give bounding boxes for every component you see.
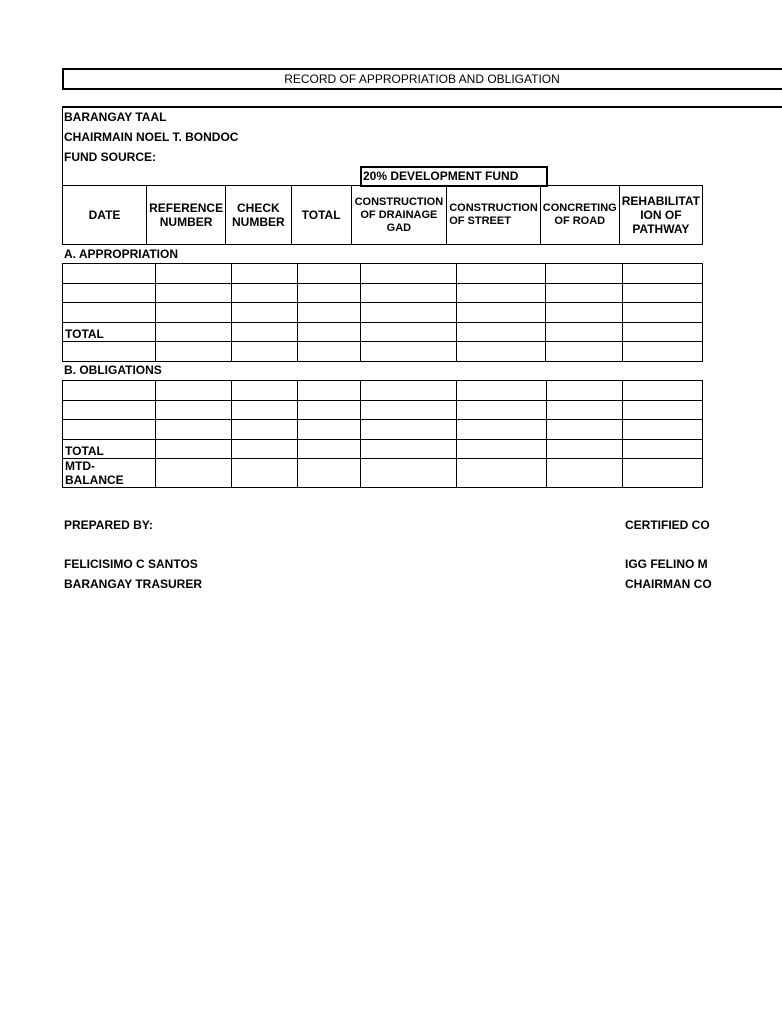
obligation-cell[interactable] [298, 381, 361, 401]
obligation-cell[interactable] [298, 400, 361, 420]
obligation-cell[interactable] [231, 381, 298, 401]
appropriation-cell[interactable] [623, 264, 703, 284]
appropriation-row [63, 283, 703, 303]
obligation-row [63, 381, 703, 401]
col-pathway: REHABILITAT ION OF PATHWAY [619, 186, 702, 245]
appropriation-cell[interactable] [546, 264, 623, 284]
fund-name: 20% DEVELOPMENT FUND [363, 169, 519, 183]
obligation-cell[interactable] [155, 400, 231, 420]
obligation-row [63, 400, 703, 420]
obligation-cell[interactable] [456, 459, 546, 488]
appropriation-cell[interactable] [623, 303, 703, 323]
col-road: CONCRETING OF ROAD [540, 186, 619, 245]
appropriation-cell[interactable] [298, 303, 361, 323]
appropriation-cell[interactable] [456, 342, 546, 362]
fund-source-label: FUND SOURCE: [64, 150, 156, 164]
preparer-title: BARANGAY TRASURER [64, 577, 203, 591]
col-date: DATE [63, 186, 147, 245]
appropriation-cell[interactable] [298, 283, 361, 303]
obligation-cell[interactable] [623, 381, 703, 401]
obligation-cell[interactable] [361, 439, 457, 459]
appropriation-row [63, 264, 703, 284]
appropriation-cell[interactable] [155, 322, 231, 342]
appropriation-cell[interactable] [298, 342, 361, 362]
obligation-cell[interactable] [546, 420, 623, 440]
appropriation-row-label-cell[interactable] [63, 283, 156, 303]
appropriation-row [63, 342, 703, 362]
obligation-cell[interactable] [155, 381, 231, 401]
obligation-cell[interactable] [155, 439, 231, 459]
col-check-number: CHECK NUMBER [226, 186, 292, 245]
obligation-cell[interactable] [623, 420, 703, 440]
obligation-cell[interactable] [298, 459, 361, 488]
obligation-cell[interactable] [623, 459, 703, 488]
obligation-row-label-cell[interactable]: TOTAL [63, 439, 156, 459]
preparer-name: FELICISIMO C SANTOS [64, 557, 198, 571]
page-title: RECORD OF APPROPRIATIOB AND OBLIGATION [284, 72, 560, 86]
col-street: CONSTRUCTION OF STREET [447, 186, 541, 245]
column-header-table [62, 185, 703, 245]
obligation-cell[interactable] [361, 400, 457, 420]
appropriation-cell[interactable] [231, 283, 298, 303]
appropriation-cell[interactable] [456, 264, 546, 284]
appropriation-cell[interactable] [361, 303, 457, 323]
certified-label: CERTIFIED CO [625, 518, 710, 532]
obligation-cell[interactable] [231, 459, 298, 488]
appropriation-cell[interactable] [231, 342, 298, 362]
obligation-cell[interactable] [546, 400, 623, 420]
obligation-row-label-cell[interactable] [63, 400, 156, 420]
obligation-row [63, 459, 703, 488]
appropriation-cell[interactable] [298, 264, 361, 284]
obligation-row [63, 420, 703, 440]
obligation-cell[interactable] [231, 400, 298, 420]
appropriation-row-label-cell[interactable]: TOTAL [63, 322, 156, 342]
barangay-name: BARANGAY TAAL [64, 110, 167, 124]
obligation-cell[interactable] [361, 381, 457, 401]
obligations-section-label: B. OBLIGATIONS [64, 363, 162, 377]
obligation-cell[interactable] [456, 400, 546, 420]
appropriation-cell[interactable] [456, 322, 546, 342]
appropriation-cell[interactable] [546, 322, 623, 342]
appropriation-cell[interactable] [623, 322, 703, 342]
appropriation-row [63, 303, 703, 323]
appropriation-cell[interactable] [546, 303, 623, 323]
obligation-cell[interactable] [623, 439, 703, 459]
obligation-cell[interactable] [546, 381, 623, 401]
obligation-cell[interactable] [546, 459, 623, 488]
obligation-cell[interactable] [361, 420, 457, 440]
appropriation-table [62, 263, 703, 362]
appropriation-cell[interactable] [361, 264, 457, 284]
appropriation-row-label-cell[interactable] [63, 264, 156, 284]
appropriation-cell[interactable] [456, 303, 546, 323]
obligation-row-label-cell[interactable] [63, 420, 156, 440]
certifier-title: CHAIRMAN CO [625, 577, 712, 591]
appropriation-cell[interactable] [546, 342, 623, 362]
col-reference-number: REFERENCE NUMBER [147, 186, 226, 245]
appropriation-cell[interactable] [155, 303, 231, 323]
appropriation-cell[interactable] [155, 342, 231, 362]
obligation-row-label-cell[interactable]: MTD-BALANCE [63, 459, 156, 488]
obligation-cell[interactable] [456, 439, 546, 459]
appropriation-cell[interactable] [231, 264, 298, 284]
appropriation-cell[interactable] [623, 342, 703, 362]
appropriation-cell[interactable] [623, 283, 703, 303]
appropriation-row-label-cell[interactable] [63, 303, 156, 323]
certifier-name: IGG FELINO M [625, 557, 708, 571]
obligation-cell[interactable] [298, 439, 361, 459]
appropriation-row-label-cell[interactable] [63, 342, 156, 362]
obligation-row [63, 439, 703, 459]
obligation-cell[interactable] [298, 420, 361, 440]
obligation-cell[interactable] [155, 420, 231, 440]
obligation-cell[interactable] [546, 439, 623, 459]
appropriation-cell[interactable] [546, 283, 623, 303]
appropriation-row [63, 322, 703, 342]
obligations-table [62, 380, 703, 488]
appropriation-cell[interactable] [231, 303, 298, 323]
appropriation-cell[interactable] [456, 283, 546, 303]
obligation-cell[interactable] [231, 420, 298, 440]
obligation-cell[interactable] [155, 459, 231, 488]
appropriation-cell[interactable] [361, 283, 457, 303]
obligation-cell[interactable] [456, 420, 546, 440]
obligation-cell[interactable] [231, 439, 298, 459]
obligation-cell[interactable] [361, 459, 457, 488]
appropriation-cell[interactable] [298, 322, 361, 342]
col-drainage: CONSTRUCTION OF DRAINAGE GAD [351, 186, 447, 245]
appropriation-cell[interactable] [231, 322, 298, 342]
appropriation-cell[interactable] [155, 283, 231, 303]
chairman-name: CHAIRMAIN NOEL T. BONDOC [64, 130, 239, 144]
appropriation-section-label: A. APPROPRIATION [64, 247, 179, 261]
obligation-row-label-cell[interactable] [63, 381, 156, 401]
obligation-cell[interactable] [456, 381, 546, 401]
col-total: TOTAL [291, 186, 351, 245]
obligation-cell[interactable] [623, 400, 703, 420]
appropriation-cell[interactable] [155, 264, 231, 284]
appropriation-cell[interactable] [361, 322, 457, 342]
appropriation-cell[interactable] [361, 342, 457, 362]
prepared-by-label: PREPARED BY: [64, 518, 153, 532]
